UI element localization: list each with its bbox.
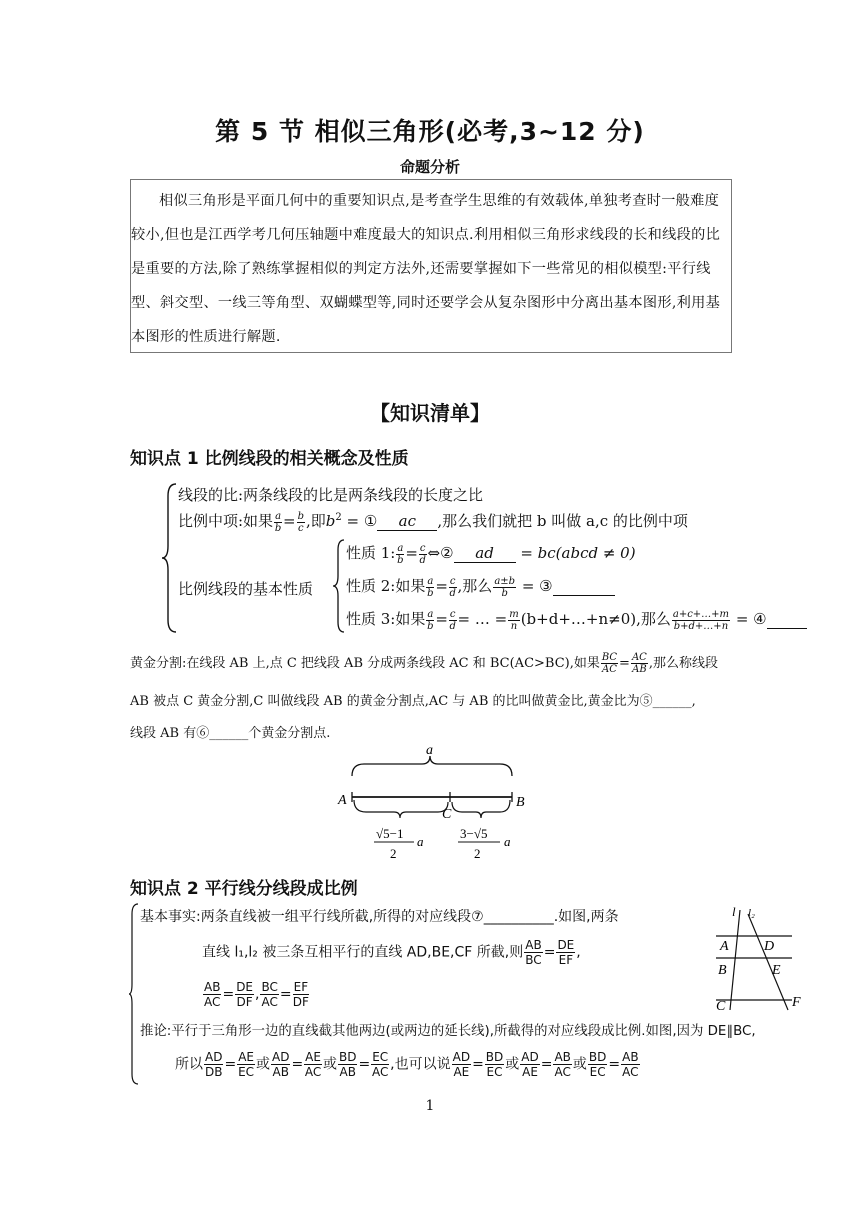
fig2-label-D: D	[764, 939, 775, 954]
fact-line-2: 直线 l₁,l₂ 被三条互相平行的直线 AD,BE,CF 所截,则 $\frac{AB}{BC}$ = $\frac{DE}{EF}$ ,	[202, 938, 581, 967]
fig-left-den: 2	[390, 846, 397, 861]
blank-4-circle: = ④	[735, 610, 767, 628]
inner-brace	[332, 538, 346, 634]
parallel-lines-figure	[708, 902, 818, 1014]
mean-mid: ,即	[306, 512, 326, 530]
kp2-title: 知识点 2 平行线分线段成比例	[130, 879, 358, 899]
frac-c-d-2: $\frac{c}{d}$	[449, 575, 456, 599]
fig-left-a: a	[417, 834, 424, 849]
frac-a-b-4: $\frac{a}{b}$	[427, 608, 434, 632]
fig-label-A: A	[338, 793, 347, 808]
fact-line-3: $\frac{AB}{AC}$ = $\frac{DE}{DF}$ , $\frac{BC}{AC}$ = $\frac{EF}{DF}$	[204, 980, 309, 1009]
kp2-brace	[128, 902, 140, 1086]
frac-ad-ae-2: $\frac{AD}{AE}$	[521, 1050, 539, 1079]
prop1-suffix: = bc(abcd ≠ 0)	[520, 544, 636, 562]
frac-ab-ac-3: $\frac{AB}{AC}$	[622, 1050, 639, 1079]
frac-ec-ac: $\frac{EC}{AC}$	[371, 1050, 389, 1079]
frac-bd-ab: $\frac{BD}{AB}$	[338, 1050, 357, 1079]
frac-a-b-3: $\frac{a}{b}$	[427, 575, 434, 599]
fact-line-1: 基本事实:两条直线被一组平行线所截,所得的对应线段⑦__________.如图,两条	[140, 909, 619, 925]
blank-4	[767, 610, 807, 629]
frac-ac-ab: $\frac{AC}{AB}$	[631, 652, 647, 675]
blank-2-circle: ⇔②	[427, 544, 454, 562]
also-text: ,也可以说	[390, 1056, 451, 1073]
corollary-line: 推论:平行于三角形一边的直线截其他两边(或两边的延长线),所截得的对应线段成比例.如图,因为 DE∥BC,	[140, 1024, 756, 1039]
left-lower-brace	[354, 800, 448, 818]
line-l1	[730, 910, 740, 1010]
corollary-formulas: 所以 $\frac{AD}{DB}$ = $\frac{AE}{EC}$ 或 $\frac{AD}{AB}$ = $\frac{AE}{AC}$ 或 $\frac{BD}{AB}$ = $\frac{EC}{AC}$ ,也可以说 $\frac{AD}{AE}$ = $\frac{BD}{EC}$ 或 $\frac{AD}{AE}$ = $\frac{AB}{AC}$ 或 $\frac{BD}{EC}$ = $\frac{AB}{AC}$	[175, 1050, 639, 1079]
analysis-box	[130, 179, 732, 353]
prop3-prefix: 性质 3:如果	[346, 610, 426, 628]
fig-l2-label: l₂	[748, 907, 755, 919]
prop2-prefix: 性质 2:如果	[346, 577, 426, 595]
golden-section-line-2: AB 被点 C 黄金分割,C 叫做线段 AB 的黄金分割点,AC 与 AB 的比叫做黄金比,黄金比为⑤______,	[130, 694, 696, 709]
fig2-label-E: E	[772, 963, 781, 978]
frac-sum: $\frac{a+c+\dots+m}{b+d+\dots+n}$	[672, 608, 730, 632]
frac-ab-ac-2: $\frac{AB}{AC}$	[554, 1050, 571, 1079]
outer-brace	[160, 482, 180, 634]
mean-suffix: ,那么我们就把 b 叫做 a,c 的比例中项	[437, 512, 688, 530]
fig2-label-A: A	[720, 939, 729, 954]
golden-text-1-end: ,那么称线段	[648, 656, 718, 671]
fig2-label-B: B	[718, 963, 727, 978]
property-3: 性质 3:如果 $\frac{a}{b}$ = $\frac{c}{d}$ = … = $\frac{m}{n}$ (b+d+…+n≠0),那么 $\frac{a+c+\dots+m}{b+d+\dots+n}$ = ④	[346, 608, 807, 632]
prop1-prefix: 性质 1:	[346, 544, 396, 562]
blank-1-circle: ①	[363, 512, 378, 530]
so-prefix: 所以	[175, 1056, 203, 1073]
frac-bc-ac-2: $\frac{BC}{AC}$	[261, 980, 278, 1009]
frac-bd-ec-2: $\frac{BD}{EC}$	[588, 1050, 607, 1079]
property-1: 性质 1: $\frac{a}{b}$ = $\frac{c}{d}$ ⇔② ad = bc(abcd ≠ 0)	[346, 542, 636, 566]
kp1-title: 知识点 1 比例线段的相关概念及性质	[130, 449, 409, 469]
or-4: 或	[572, 1056, 587, 1073]
frac-ad-ae: $\frac{AD}{AE}$	[452, 1050, 471, 1079]
blank-2-answer: ad	[454, 544, 516, 563]
or-3: 或	[505, 1056, 520, 1073]
ratio-definition: 线段的比:两条线段的比是两条线段的长度之比	[178, 486, 484, 504]
analysis-subtitle: 命题分析	[399, 158, 460, 176]
right-lower-brace	[452, 800, 510, 818]
frac-m-n: $\frac{m}{n}$	[509, 608, 519, 632]
frac-a-b-2: $\frac{a}{b}$	[397, 542, 404, 566]
golden-section-line-1: 黄金分割:在线段 AB 上,点 C 把线段 AB 分成两条线段 AC 和 BC(AC>BC),如果 $\frac{BC}{AC}$ = $\frac{AC}{AB}$ ,那么称线段	[130, 652, 718, 675]
or-1: 或	[255, 1056, 270, 1073]
golden-text-1: 黄金分割:在线段 AB 上,点 C 把线段 AB 分成两条线段 AC 和 BC(AC>BC),如果	[130, 656, 600, 671]
proportional-mean-line: 比例中项:如果 $\frac{a}{b}$ = $\frac{b}{c}$ ,即$b^2$ = ① ac ,那么我们就把 b 叫做 a,c 的比例中项	[178, 510, 688, 534]
blank-3-circle: = ③	[521, 577, 553, 595]
mean-prefix: 比例中项:如果	[178, 512, 274, 530]
fig-left-num: √5−1	[376, 826, 404, 841]
golden-section-figure	[330, 738, 530, 862]
or-2: 或	[322, 1056, 337, 1073]
line-l2	[748, 914, 788, 1010]
fig2-label-C: C	[716, 999, 726, 1014]
blank-1-answer: ac	[377, 512, 437, 531]
fig-right-a: a	[504, 834, 511, 849]
top-brace	[352, 756, 512, 776]
analysis-text: 相似三角形是平面几何中的重要知识点,是考查学生思维的有效载体,单独考查时一般难度较小,但也是江西学考几何压轴题中难度最大的知识点.利用相似三角形求线段的长和线段的比是重要的方法,除了熟练掌握相似的判定方法外,还需要掌握如下一些常见的相似模型:平行线型、斜交型、一线三等角型、双蝴蝶型等,同时还要学会从复杂图形中分离出基本图形,利用基本图形的性质进行解题.	[131, 193, 721, 345]
frac-a-pm-b: $\frac{a\pm b}{b}$	[494, 575, 516, 599]
fact-line-2-text: 直线 l₁,l₂ 被三条互相平行的直线 AD,BE,CF 所截,则	[202, 944, 524, 961]
frac-bd-ec: $\frac{BD}{EC}$	[485, 1050, 504, 1079]
prop2-mid: ,那么	[457, 577, 493, 595]
frac-de-df: $\frac{DE}{DF}$	[236, 980, 254, 1009]
page-number: 1	[425, 1098, 435, 1114]
frac-ad-db: $\frac{AD}{DB}$	[204, 1050, 223, 1079]
frac-ef-df: $\frac{EF}{DF}$	[292, 980, 309, 1009]
property-2: 性质 2:如果 $\frac{a}{b}$ = $\frac{c}{d}$ ,那么 $\frac{a\pm b}{b}$ = ③	[346, 575, 615, 599]
fig-right-den: 2	[474, 846, 481, 861]
fig-label-C: C	[442, 807, 452, 822]
section-heading: 【知识清单】	[370, 401, 490, 425]
frac-de-ef: $\frac{DE}{EF}$	[557, 938, 575, 967]
golden-section-line-3: 线段 AB 有⑥______个黄金分割点.	[130, 726, 331, 741]
frac-b-c: $\frac{b}{c}$	[297, 510, 305, 534]
frac-ae-ac: $\frac{AE}{AC}$	[304, 1050, 322, 1079]
blank-3	[553, 577, 615, 596]
fig-l1-label: l	[732, 904, 736, 919]
prop3-cond: (b+d+…+n≠0),那么	[520, 610, 671, 628]
frac-ab-bc: $\frac{AB}{BC}$	[525, 938, 542, 967]
fig-right-num: 3−√5	[460, 826, 488, 841]
frac-a-b: $\frac{a}{b}$	[274, 510, 282, 534]
fig-label-a: a	[426, 743, 433, 758]
frac-ad-ab: $\frac{AD}{AB}$	[271, 1050, 290, 1079]
frac-ae-ec: $\frac{AE}{EC}$	[238, 1050, 255, 1079]
frac-ab-ac: $\frac{AB}{AC}$	[204, 980, 221, 1009]
fig2-label-F: F	[792, 995, 801, 1010]
basic-property-label: 比例线段的基本性质	[178, 580, 314, 598]
frac-bc-ac: $\frac{BC}{AC}$	[601, 652, 618, 675]
frac-c-d: $\frac{c}{d}$	[419, 542, 426, 566]
page-title: 第 5 节 相似三角形(必考,3~12 分)	[215, 117, 645, 146]
frac-c-d-3: $\frac{c}{d}$	[449, 608, 456, 632]
fig-label-B: B	[516, 795, 525, 810]
prop3-mid: = … =	[457, 610, 508, 628]
